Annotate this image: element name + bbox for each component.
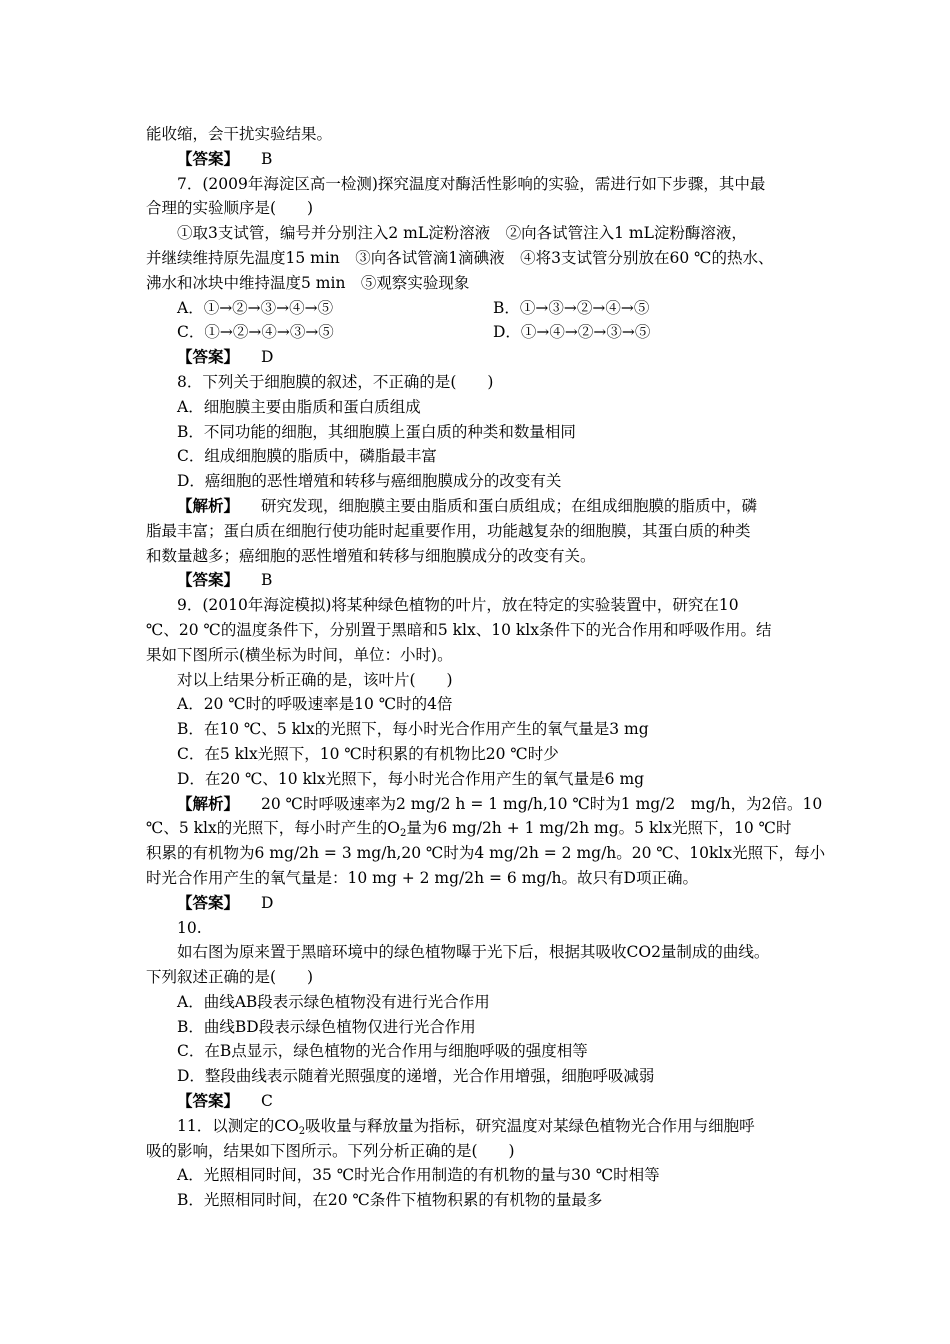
subscript: 2 xyxy=(399,828,407,840)
q8-analysis-line3: 和数量越多；癌细胞的恶性增殖和转移与细胞膜成分的改变有关。 xyxy=(146,546,596,565)
q9-option-c: C．在5 klx光照下，10 ℃时积累的有机物比20 ℃时少 xyxy=(177,744,559,763)
q9-analysis-line1 xyxy=(146,792,826,817)
q10-stem-line1: 如右图为原来置于黑暗环境中的绿色植物曝于光下后，根据其吸收CO2量制成的曲线。 xyxy=(177,943,770,962)
answer-value: C xyxy=(261,1092,273,1111)
q7-option-a: A．①→②→③→④→⑤ xyxy=(177,298,334,317)
q7-options-row1 xyxy=(146,296,826,321)
stem-text: 11．以测定的CO xyxy=(177,1116,299,1135)
answer-value: B xyxy=(261,571,273,590)
q11-option-b: B．光照相同时间，在20 ℃条件下植物积累的有机物的量最多 xyxy=(177,1191,603,1210)
q9-option-a: A．20 ℃时的呼吸速率是10 ℃时的4倍 xyxy=(177,695,453,714)
q8-stem: 8．下列关于细胞膜的叙述，不正确的是( ) xyxy=(177,372,494,391)
answer-label: 【答案】 xyxy=(177,892,240,912)
q10-stem-line2: 下列叙述正确的是( ) xyxy=(146,968,314,987)
q8-option-c: C．组成细胞膜的脂质中，磷脂最丰富 xyxy=(177,447,437,466)
q9-analysis-line3: 积累的有机物为6 mg/2h = 3 mg/h,20 ℃时为4 mg/2h = 2 mg/h。20 ℃、10klx光照下，每小 xyxy=(146,844,826,863)
answer-label: 【答案】 xyxy=(177,1091,240,1111)
q9-stem-line1: 9．(2010年海淀模拟)将某种绿色植物的叶片，放在特定的实验装置中，研究在10 xyxy=(177,596,739,615)
stem-text: 吸收量与释放量为指标，研究温度对某绿色植物光合作用与细胞呼 xyxy=(305,1116,755,1135)
q8-option-d: D．癌细胞的恶性增殖和转移与癌细胞膜成分的改变有关 xyxy=(177,472,562,491)
answer-label: 【答案】 xyxy=(177,570,240,590)
q9-stem-line2: ℃、20 ℃的温度条件下，分别置于黑暗和5 klx、10 klx条件下的光合作用和呼吸作用。结 xyxy=(146,620,772,639)
q6-answer xyxy=(146,147,826,172)
q9-question: 对以上结果分析正确的是，该叶片( ) xyxy=(177,670,453,689)
q7-option-b: B．①→③→②→④→⑤ xyxy=(493,298,650,317)
answer-value: B xyxy=(261,149,273,168)
q8-answer xyxy=(146,568,826,593)
analysis-label: 【解析】 xyxy=(177,793,240,813)
q9-option-b: B．在10 ℃、5 klx的光照下，每小时光合作用产生的氧气量是3 mg xyxy=(177,720,649,739)
answer-label: 【答案】 xyxy=(177,347,240,367)
q11-option-a: A．光照相同时间，35 ℃时光合作用制造的有机物的量与30 ℃时相等 xyxy=(177,1166,660,1185)
q9-stem-line3: 果如下图所示(横坐标为时间，单位：小时)。 xyxy=(146,645,453,664)
q11-stem-line2: 吸的影响，结果如下图所示。下列分析正确的是( ) xyxy=(146,1141,515,1160)
answer-value: D xyxy=(261,893,274,912)
q7-option-d: D．①→④→②→③→⑤ xyxy=(493,323,651,342)
q10-answer xyxy=(146,1089,826,1114)
q9-analysis-line2 xyxy=(146,816,826,841)
subscript: 2 xyxy=(298,1125,306,1137)
answer-value: D xyxy=(261,348,274,367)
q10-number: 10. xyxy=(177,918,202,937)
intro-end-text: 能收缩，会干扰实验结果。 xyxy=(146,125,333,143)
q7-stem-line2: 合理的实验顺序是( ) xyxy=(146,199,314,218)
analysis-text: 研究发现，细胞膜主要由脂质和蛋白质组成；在组成细胞膜的脂质中，磷 xyxy=(261,496,758,515)
q10-option-d: D．整段曲线表示随着光照强度的递增，光合作用增强，细胞呼吸减弱 xyxy=(177,1067,655,1086)
analysis-label: 【解析】 xyxy=(177,495,240,515)
q7-steps-line3: 沸水和冰块中维持温度5 min ⑤观察实验现象 xyxy=(146,273,470,292)
q10-option-a: A．曲线AB段表示绿色植物没有进行光合作用 xyxy=(177,992,490,1011)
q7-steps-line1: ①取3支试管，编号并分别注入2 mL淀粉溶液 ②向各试管注入1 mL淀粉酶溶液， xyxy=(177,224,747,243)
analysis-text: 20 ℃时呼吸速率为2 mg/2 h = 1 mg/h,10 ℃时为1 mg/2 mg/h，为2倍。10 xyxy=(261,794,823,813)
analysis-text: 量为6 mg/2h + 1 mg/2h mg。5 klx光照下，10 ℃时 xyxy=(406,819,792,838)
q8-option-b: B．不同功能的细胞，其细胞膜上蛋白质的种类和数量相同 xyxy=(177,422,576,441)
q8-analysis-line1 xyxy=(146,494,826,519)
q8-analysis-line2: 脂最丰富；蛋白质在细胞行使功能时起重要作用，功能越复杂的细胞膜，其蛋白质的种类 xyxy=(146,521,751,540)
q7-steps-line2: 并继续维持原先温度15 min ③向各试管滴1滴碘液 ④将3支试管分别放在60 ℃的热水、 xyxy=(146,248,774,267)
q8-option-a: A．细胞膜主要由脂质和蛋白质组成 xyxy=(177,397,421,416)
q11-stem-line1 xyxy=(146,1114,826,1139)
q7-answer xyxy=(146,345,826,370)
q7-stem-line1: 7．(2009年海淀区高一检测)探究温度对酶活性影响的实验，需进行如下步骤，其中最 xyxy=(177,174,766,193)
q9-analysis-line4: 时光合作用产生的氧气量是：10 mg + 2 mg/2h = 6 mg/h。故只有D项正确。 xyxy=(146,868,698,887)
q10-option-b: B．曲线BD段表示绿色植物仅进行光合作用 xyxy=(177,1017,476,1036)
q10-option-c: C．在B点显示，绿色植物的光合作用与细胞呼吸的强度相等 xyxy=(177,1042,588,1061)
analysis-text: ℃、5 klx的光照下，每小时产生的O xyxy=(146,819,400,838)
q9-answer xyxy=(146,891,826,916)
q7-options-row2 xyxy=(146,320,826,345)
document-page xyxy=(146,122,826,1213)
answer-label: 【答案】 xyxy=(177,148,240,168)
q9-option-d: D．在20 ℃、10 klx光照下，每小时光合作用产生的氧气量是6 mg xyxy=(177,769,645,788)
q7-option-c: C．①→②→④→③→⑤ xyxy=(177,323,334,342)
